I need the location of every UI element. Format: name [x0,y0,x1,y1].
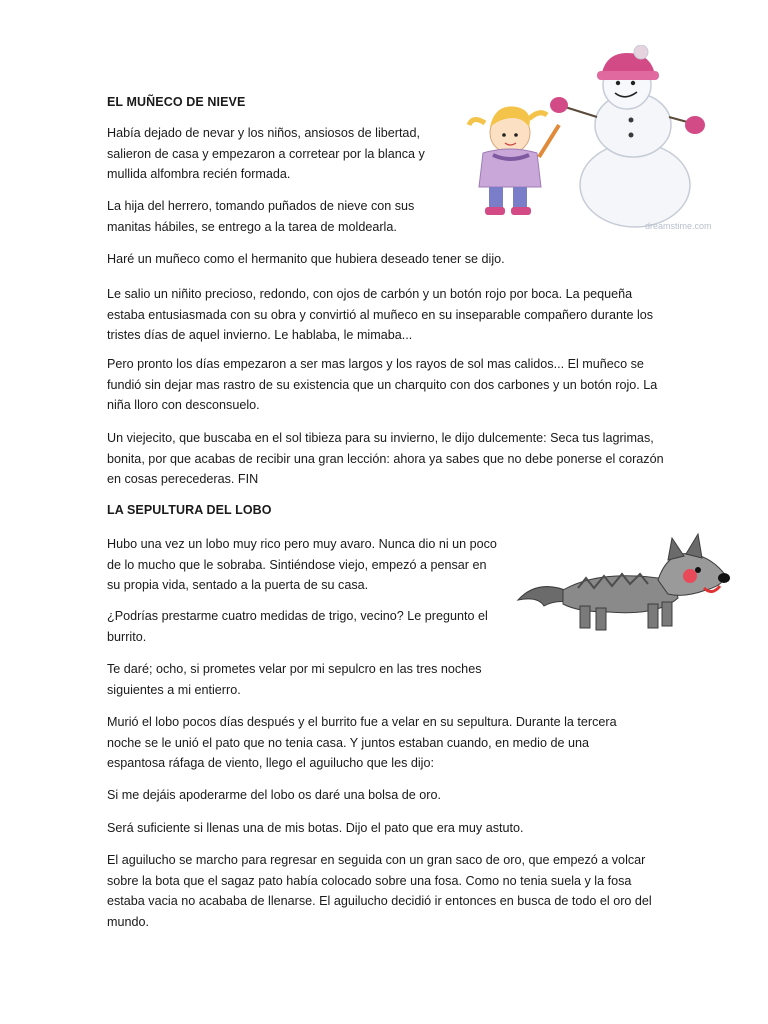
story1-paragraph-2: La hija del herrero, tomando puñados de nieve con sus manitas hábiles, se entrego a la tarea de moldearla. [107,199,415,234]
story1-paragraph-6: Un viejecito, que buscaba en el sol tibieza para su invierno, le dijo dulcemente: Seca tus lagrimas, bonita, por que acabas de recibir una gran lección: ahora ya sabes que no debe ponerse el corazón en cosas perecederas. FIN [107,431,664,487]
snowman-girl-illustration [455,45,715,235]
story2-paragraph-5: Si me dejáis apoderarme del lobo os daré una bolsa de oro. [107,788,441,802]
story2-paragraph-6: Será suficiente si llenas una de mis botas. Dijo el pato que era muy astuto. [107,821,524,835]
story1-paragraph-1: Había dejado de nevar y los niños, ansiosos de libertad, salieron de casa y empezaron a corretear por la blanca y mullida alfombra recién formada. [107,126,425,182]
story2-paragraph-4: Murió el lobo pocos días después y el burrito fue a velar en su sepultura. Durante la tercera noche se le unió el pato que no tenia casa. Y juntos estaban cuando, en medio de una espantosa ráfaga de viento, llego el aguilucho que les dijo: [107,715,617,771]
snowman-watermark: dreamstime.com [645,221,712,231]
story2-paragraph-1: Hubo una vez un lobo muy rico pero muy avaro. Nunca dio ni un poco de lo mucho que le sobraba. Sintiéndose viejo, empezó a pensar en su propia vida, sentado a la puerta de su casa. [107,537,497,593]
story1-paragraph-5: Pero pronto los días empezaron a ser mas largos y los rayos de sol mas calidos... El muñeco se fundió sin dejar mas rastro de su existencia que un charquito con dos carbones y un botón rojo. La niña lloro con desconsuelo. [107,357,658,413]
story1-paragraph-3: Haré un muñeco como el hermanito que hubiera deseado tener se dijo. [107,252,505,266]
story2-title: LA SEPULTURA DEL LOBO [107,503,272,517]
story2-paragraph-7: El aguilucho se marcho para regresar en seguida con un gran saco de oro, que empezó a volcar sobre la bota que el sagaz pato había colocado sobre una fosa. Como no tenia suela y la fosa estaba vacia no acababa de llenarse. El aguilucho decidió ir entonces en busca de todo el oro del mundo. [107,853,652,929]
wolf-illustration [508,520,738,640]
story2-paragraph-3: Te daré; ocho, si prometes velar por mi sepulcro en las tres noches siguientes a mi entierro. [107,662,482,697]
story1-paragraph-4: Le salio un niñito precioso, redondo, con ojos de carbón y un botón rojo por boca. La pequeña estaba entusiasmada con su obra y convirtió al muñeco en su inseparable compañero durante los tristes días de aquel invierno. Le hablaba, le mimaba... [107,287,654,343]
story1-title: EL MUÑECO DE NIEVE [107,95,246,109]
story2-paragraph-2: ¿Podrías prestarme cuatro medidas de trigo, vecino? Le pregunto el burrito. [107,609,488,644]
